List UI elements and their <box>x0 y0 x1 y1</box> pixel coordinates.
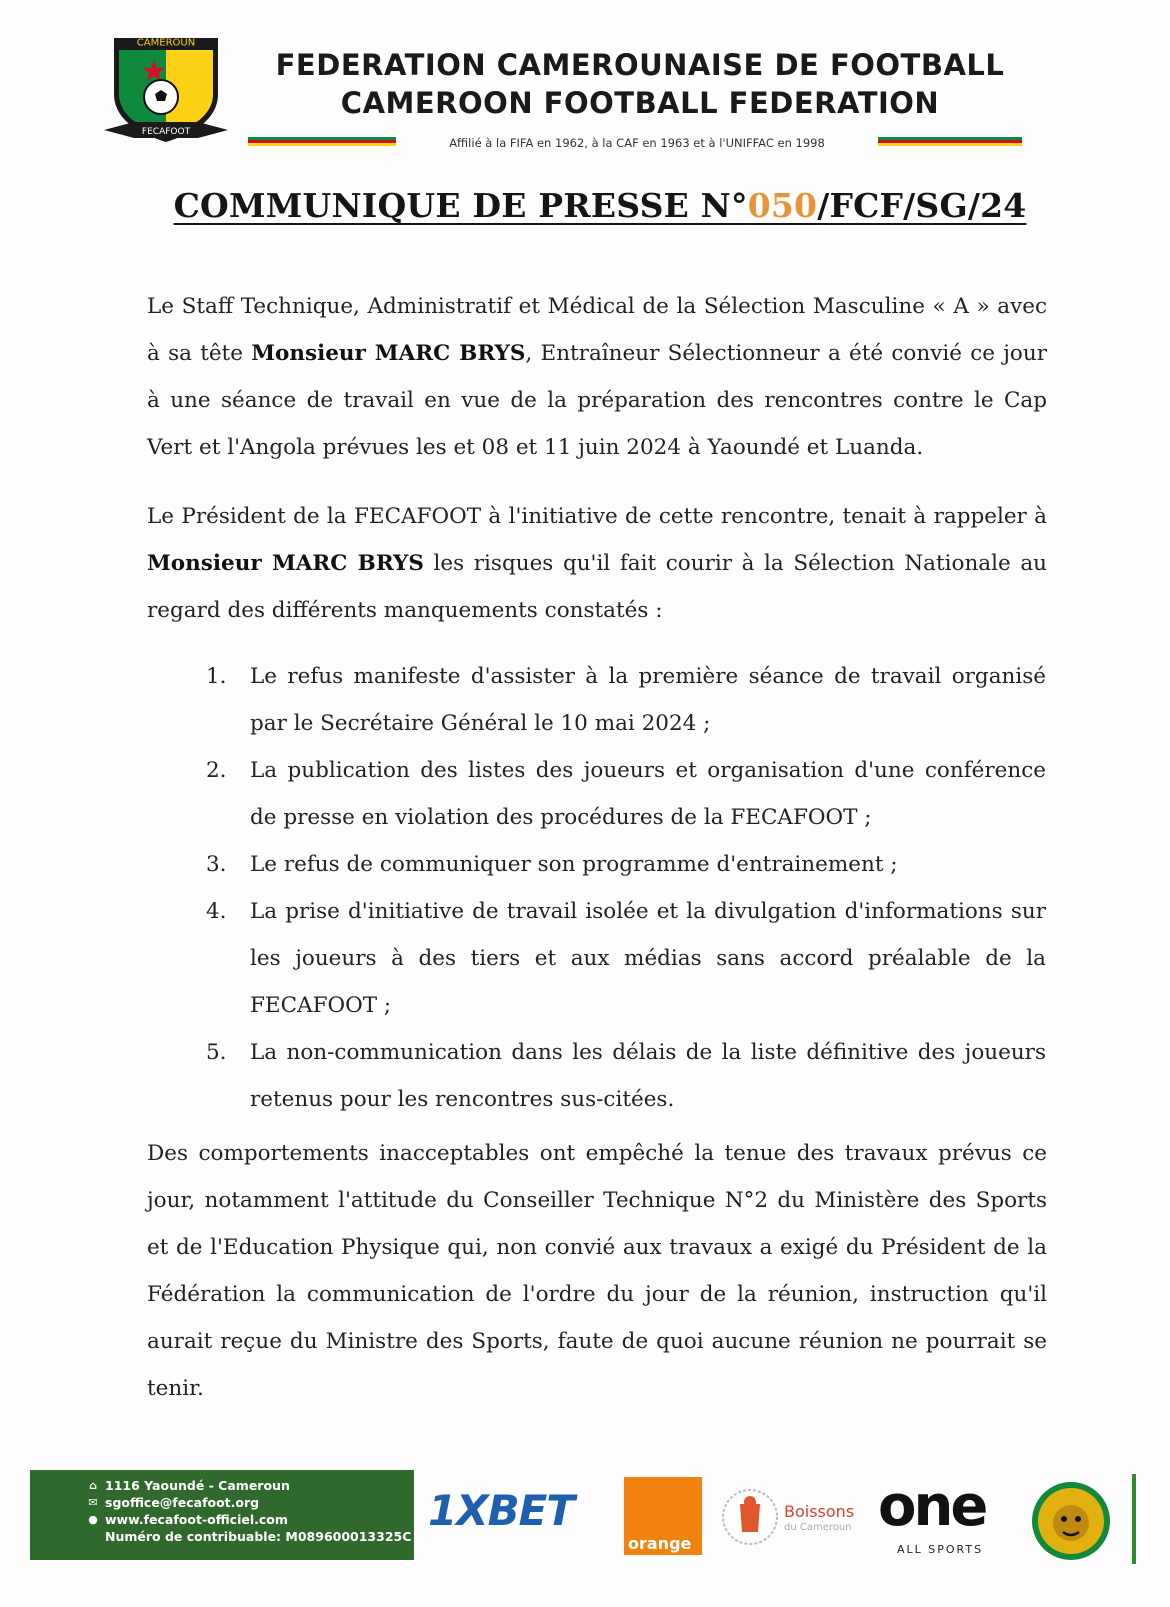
title-number: 050 <box>747 186 818 225</box>
list-text: La prise d'initiative de travail isolée et la divulgation d'informations sur les joueurs à des tiers et aux médias sans accord préalable de la FECAFOOT ; <box>250 899 1046 1018</box>
p1-text-1: Le Staff Technique, Administratif et Médical de la Sélection Masculine « A » avec à sa tête <box>147 294 1047 366</box>
lion-emblem-icon <box>1030 1480 1112 1562</box>
footer-tax-row <box>87 1529 411 1544</box>
flag-stripe-right <box>878 137 1022 146</box>
footer-website[interactable]: www.fecafoot-officiel.com <box>105 1512 288 1527</box>
paragraph-3 <box>147 1130 1047 1412</box>
globe-icon: ● <box>88 1513 98 1526</box>
title-prefix: COMMUNIQUE DE PRESSE N° <box>173 186 748 225</box>
list-number: 5. <box>206 1040 227 1065</box>
sponsor-one-logo: one <box>878 1474 986 1539</box>
p1-text-2: , Entraîneur Sélectionneur a été convié ce jour à une séance de travail en vue de la préparation des rencontres contre le Cap Vert et l'Angola prévues les et 08 et 11 juin 2024 à Yaoundé et Luanda. <box>147 341 1047 460</box>
list-text: La non-communication dans les délais de la liste définitive des joueurs retenus pour les rencontres sus-citées. <box>250 1040 1046 1112</box>
paragraph-1 <box>147 283 1047 471</box>
footer-address-row <box>87 1478 290 1493</box>
mail-icon: ✉ <box>88 1496 98 1509</box>
shortcomings-list <box>206 653 1046 1123</box>
sponsor-1xbet-logo: 1XBET <box>428 1486 574 1535</box>
home-icon: ⌂ <box>89 1479 97 1492</box>
fecafoot-crest-icon <box>104 34 228 144</box>
boissons-sub: du Cameroun <box>784 1522 852 1533</box>
sponsor-one-subtitle: ALL SPORTS <box>897 1543 984 1556</box>
boissons-name: Boissons <box>784 1502 855 1521</box>
logo-top-text: CAMEROUN <box>136 37 196 49</box>
flag-stripe-left <box>248 137 396 146</box>
p2-text-2: les risques qu'il fait courir à la Sélection Nationale au regard des différents manquements constatés : <box>147 551 1047 623</box>
list-item <box>206 1029 1046 1123</box>
list-text: Le refus de communiquer son programme d'entrainement ; <box>250 852 898 877</box>
list-number: 4. <box>206 899 227 924</box>
footer-email[interactable]: sgoffice@fecafoot.org <box>105 1495 260 1510</box>
footer-address: 1116 Yaoundé - Cameroun <box>105 1478 290 1493</box>
p1-coach-name: Monsieur MARC BRYS <box>251 341 526 366</box>
federation-name-en: CAMEROON FOOTBALL FEDERATION <box>340 86 940 120</box>
sponsor-boissons-logo <box>720 1482 870 1552</box>
list-item <box>206 888 1046 1029</box>
list-item <box>206 747 1046 841</box>
logo-ribbon-text: FECAFOOT <box>141 127 191 137</box>
page-title <box>0 186 1170 225</box>
affiliation-line: Affilié à la FIFA en 1962, à la CAF en 1963 et à l'UNIFFAC en 1998 <box>449 136 825 150</box>
list-number: 1. <box>206 664 227 689</box>
p2-text-1: Le Président de la FECAFOOT à l'initiative de cette rencontre, tenait à rappeler à <box>147 504 1047 529</box>
p2-coach-name: Monsieur MARC BRYS <box>147 551 424 576</box>
boissons-emblem-icon <box>720 1482 780 1552</box>
list-text: Le refus manifeste d'assister à la première séance de travail organisé par le Secrétaire Général le 10 mai 2024 ; <box>250 664 1046 736</box>
title-suffix: /FCF/SG/24 <box>817 186 1027 225</box>
footer-tax-id: Numéro de contribuable: M089600013325C <box>105 1529 412 1544</box>
list-item <box>206 841 1046 888</box>
list-text: La publication des listes des joueurs et organisation d'une conférence de presse en violation des procédures de la FECAFOOT ; <box>250 758 1046 830</box>
sponsor-orange-logo <box>624 1477 702 1555</box>
federation-name-fr: FEDERATION CAMEROUNAISE DE FOOTBALL <box>275 48 1005 82</box>
p3-text: Des comportements inacceptables ont empêché la tenue des travaux prévus ce jour, notamment l'attitude du Conseiller Technique N°2 du Ministère des Sports et de l'Education Physique qui, non convié aux travaux a exigé du Président de la Fédération la communication de l'ordre du jour de la réunion, instruction qu'il aurait reçue du Ministre des Sports, faute de quoi aucune réunion ne pourrait se tenir. <box>147 1141 1047 1401</box>
footer-green-bar <box>1132 1474 1136 1564</box>
orange-logo-text: orange <box>628 1534 692 1553</box>
footer-contact-box <box>30 1470 414 1560</box>
footer-website-row <box>87 1512 288 1527</box>
list-item <box>206 653 1046 747</box>
paragraph-2 <box>147 493 1047 634</box>
list-number: 2. <box>206 758 227 783</box>
list-number: 3. <box>206 852 227 877</box>
footer-email-row <box>87 1495 259 1510</box>
